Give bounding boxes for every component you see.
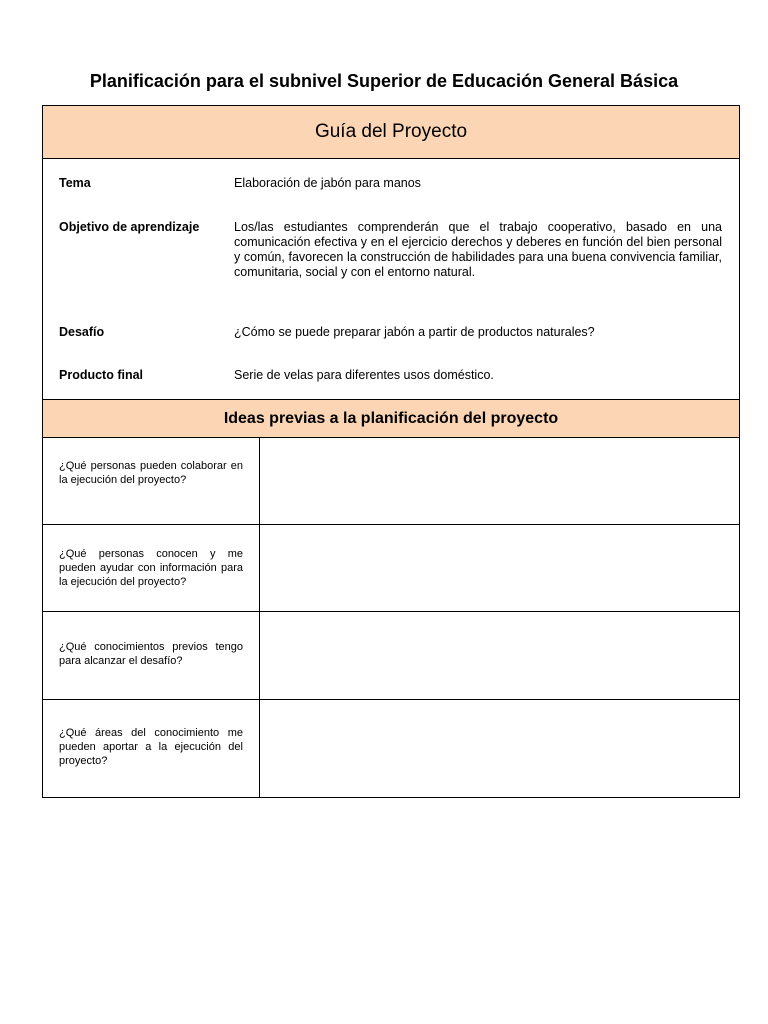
answer-cell[interactable] bbox=[260, 437, 739, 524]
question-cell bbox=[43, 612, 260, 699]
row-value: ¿Cómo se puede preparar jabón a partir de productos naturales? bbox=[234, 325, 595, 339]
question-cell bbox=[43, 437, 260, 524]
answer-cell[interactable] bbox=[260, 700, 739, 798]
row-value: Serie de velas para diferentes usos doméstico. bbox=[234, 368, 494, 382]
ideas-header bbox=[43, 399, 739, 438]
question-text: ¿Qué personas pueden colaborar en la ejecución del proyecto? bbox=[59, 460, 243, 486]
question-text: ¿Qué áreas del conocimiento me pueden aportar a la ejecución del proyecto? bbox=[59, 727, 243, 767]
row-value: Los/las estudiantes comprenderán que el trabajo cooperativo, basado en una comunicación efectiva y en el ejercicio derechos y deberes en función del bien personal y común, favorecen la construcción de habilidades para una buena convivencia familiar, comunitaria, social y con el entorno natural. bbox=[234, 220, 722, 279]
question-cell bbox=[43, 525, 260, 611]
project-guide-table bbox=[42, 105, 740, 798]
question-row bbox=[43, 700, 739, 798]
ideas-questions bbox=[43, 437, 739, 797]
question-cell bbox=[43, 700, 260, 798]
guide-header-title: Guía del Proyecto bbox=[314, 121, 468, 142]
document-title: Planificación para el subnivel Superior de Educación General Básica bbox=[89, 71, 679, 91]
question-row bbox=[43, 437, 739, 525]
ideas-header-title: Ideas previas a la planificación del proyecto bbox=[223, 409, 559, 427]
row-label: Objetivo de aprendizaje bbox=[59, 220, 200, 234]
row-label: Desafío bbox=[59, 325, 105, 339]
question-row bbox=[43, 525, 739, 612]
guide-info-section bbox=[43, 159, 739, 399]
question-text: ¿Qué conocimientos previos tengo para alcanzar el desafío? bbox=[59, 641, 243, 667]
answer-cell[interactable] bbox=[260, 612, 739, 699]
question-row bbox=[43, 612, 739, 700]
row-label: Tema bbox=[59, 176, 91, 190]
question-text: ¿Qué personas conocen y me pueden ayudar con información para la ejecución del proyecto? bbox=[59, 548, 243, 588]
guide-header bbox=[43, 106, 739, 159]
row-label: Producto final bbox=[59, 368, 144, 382]
row-value: Elaboración de jabón para manos bbox=[234, 176, 421, 190]
answer-cell[interactable] bbox=[260, 525, 739, 611]
